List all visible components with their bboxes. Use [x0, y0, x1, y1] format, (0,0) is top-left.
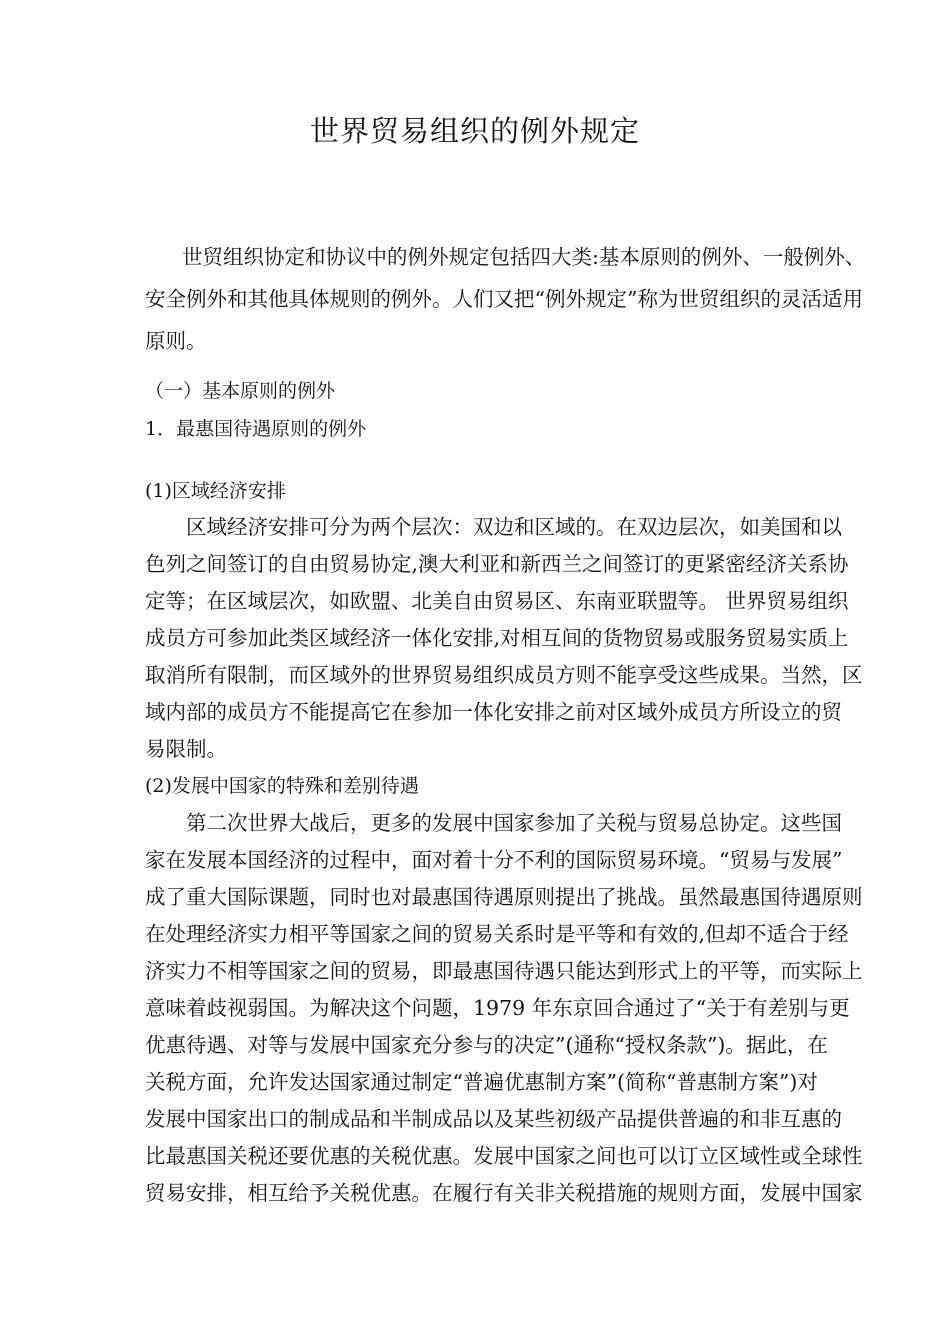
paragraph-line: 发展中国家出口的制成品和半制成品以及某些初级产品提供普遍的和非互惠的 [145, 1107, 842, 1131]
section-heading: （一）基本原则的例外 [145, 380, 336, 402]
paragraph-line: 成员方可参加此类区域经济一体化安排,对相互间的货物贸易或服务贸易实质上 [145, 626, 849, 650]
item-heading: (1)区域经济安排 [145, 480, 286, 502]
paragraph-line: 家在发展本国经济的过程中，面对着十分不利的国际贸易环境。“贸易与发展” [145, 848, 843, 872]
intro-line: 原则。 [145, 329, 207, 353]
paragraph-line: 在处理经济实力相平等国家之间的贸易关系时是平等和有效的,但却不适合于经 [145, 922, 849, 946]
paragraph-line: 比最惠国关税还要优惠的关税优惠。发展中国家之间也可以订立区域性或全球性 [145, 1144, 863, 1168]
paragraph-line: 意味着歧视弱国。为解决这个问题，1979 年东京回合通过了“关于有差别与更 [145, 996, 850, 1020]
document-title: 世界贸易组织的例外规定 [309, 114, 640, 148]
paragraph-line: 取消所有限制，而区域外的世界贸易组织成员方则不能享受这些成果。当然，区 [145, 663, 863, 687]
paragraph-line: 优惠待遇、对等与发展中国家充分参与的决定”(通称“授权条款”)。据此，在 [145, 1033, 828, 1057]
paragraph-line: 关税方面，允许发达国家通过制定“普遍优惠制方案”(简称“普惠制方案”)对 [145, 1070, 818, 1094]
subsection-heading: 1．最惠国待遇原则的例外 [145, 418, 367, 440]
paragraph-line: 域内部的成员方不能提高它在参加一体化安排之前对区域外成员方所设立的贸 [145, 700, 842, 724]
paragraph-line: 色列之间签订的自由贸易协定,澳大利亚和新西兰之间签订的更紧密经济关系协 [145, 552, 849, 576]
paragraph-line: 济实力不相等国家之间的贸易，即最惠国待遇只能达到形式上的平等，而实际上 [145, 959, 863, 983]
intro-line: 世贸组织协定和协议中的例外规定包括四大类:基本原则的例外、一般例外、 [182, 245, 866, 269]
paragraph-line: 贸易安排，相互给予关税优惠。在履行有关非关税措施的规则方面，发展中国家 [145, 1181, 863, 1205]
paragraph-line: 成了重大国际课题，同时也对最惠国待遇原则提出了挑战。虽然最惠国待遇原则 [145, 885, 863, 909]
intro-line: 安全例外和其他具体规则的例外。人们又把“例外规定”称为世贸组织的灵活适用 [145, 287, 863, 311]
paragraph-line: 第二次世界大战后，更多的发展中国家参加了关税与贸易总协定。这些国 [186, 811, 842, 835]
paragraph-line: 易限制。 [145, 737, 227, 761]
paragraph-line: 定等；在区域层次，如欧盟、北美自由贸易区、东南亚联盟等。 世界贸易组织 [145, 589, 849, 613]
item-heading: (2)发展中国家的特殊和差别待遇 [145, 775, 419, 797]
paragraph-line: 区域经济安排可分为两个层次：双边和区域的。在双边层次，如美国和以 [186, 515, 842, 539]
